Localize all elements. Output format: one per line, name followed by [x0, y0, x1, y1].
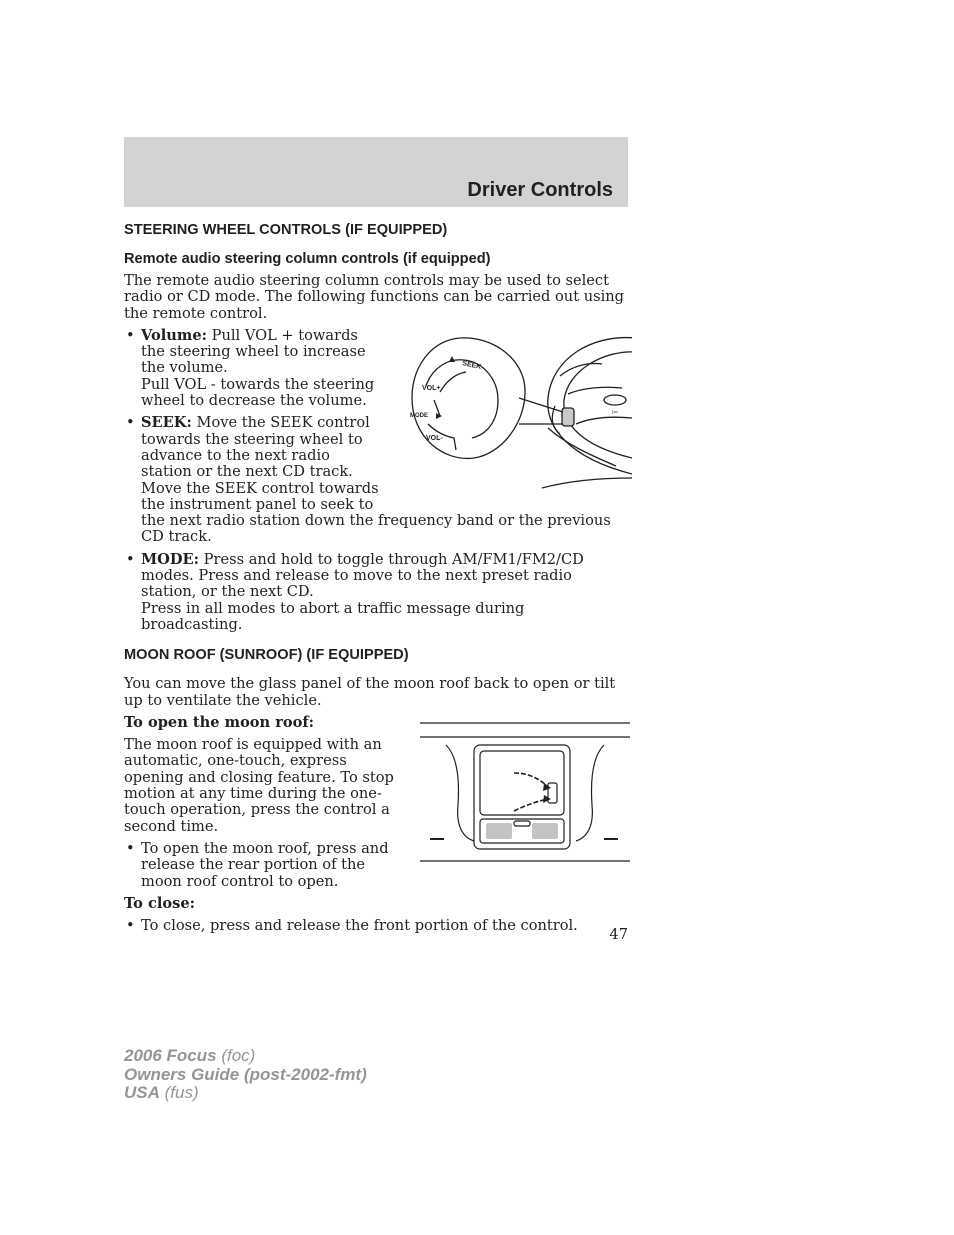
footer-model: 2006 Focus: [124, 1046, 217, 1065]
seek-text-2: Move the SEEK control towards the instrument panel to seek to the next radio station down the frequency band or the previous CD track.: [141, 479, 611, 546]
close-bullet: • To close, press and release the front portion of the control.: [124, 918, 628, 934]
mode-text: Press and hold to toggle through AM/FM1/FM2/CD modes. Press and release to move to the next preset radio station, or the next CD.: [141, 550, 584, 601]
seek-label-text: SEEK:: [141, 414, 192, 432]
footer-market: USA: [124, 1083, 160, 1102]
vol-plus-label: VOL+: [422, 384, 441, 392]
open-text: The moon roof is equipped with an automatic, one-touch, express opening and closing feature. To stop motion at any time during the one-touch operation, press the control a second time.: [124, 736, 394, 835]
close-heading: To close:: [124, 894, 196, 912]
volume-text-2: Pull VOL - towards the steering wheel to decrease the volume.: [141, 375, 375, 410]
steering-subheading: Remote audio steering column controls (if equipped): [124, 251, 491, 267]
footer-market-code: (fus): [159, 1083, 199, 1102]
svg-text:Jac: Jac: [612, 408, 619, 414]
volume-label: Volume:: [141, 326, 207, 344]
mode-label-text: MODE:: [141, 550, 200, 568]
open-heading: To open the moon roof:: [124, 713, 315, 731]
chapter-header-bar: [124, 137, 628, 207]
page-number: 47: [609, 926, 628, 943]
mode-label: MODE: [410, 412, 428, 419]
footer-guide: Owners Guide (post-2002-fmt): [124, 1064, 367, 1084]
moonroof-intro: You can move the glass panel of the moon roof back to open or tilt up to ventilate the vehicle.: [124, 675, 616, 709]
seek-bullet: [124, 412, 628, 546]
open-bullet: • To open the moon roof, press and release the rear portion of the moon roof control to open.: [124, 841, 628, 890]
seek-label: SEEK: [461, 359, 482, 371]
moonroof-heading: MOON ROOF (SUNROOF) (IF EQUIPPED): [124, 647, 409, 664]
vol-minus-label: VOL-: [426, 434, 443, 442]
footer-model-code: (foc): [216, 1046, 256, 1065]
mode-bullet: [124, 552, 628, 633]
chapter-title: Driver Controls: [467, 179, 613, 201]
steering-heading: STEERING WHEEL CONTROLS (IF EQUIPPED): [124, 222, 448, 238]
mode-text-2: Press in all modes to abort a traffic message during broadcasting.: [141, 599, 525, 633]
volume-text: Pull VOL + towards the steering wheel to increase the volume.: [141, 326, 366, 377]
volume-bullet: [124, 328, 628, 409]
document-footer: [124, 1047, 367, 1103]
steering-intro: The remote audio steering column controls may be used to select radio or CD mode. The following functions can be carried out using the remote control.: [124, 272, 624, 322]
page-content: [124, 219, 628, 940]
seek-text: Move the SEEK control towards the steering wheel to advance to the next radio station or the next CD track.: [141, 414, 370, 481]
